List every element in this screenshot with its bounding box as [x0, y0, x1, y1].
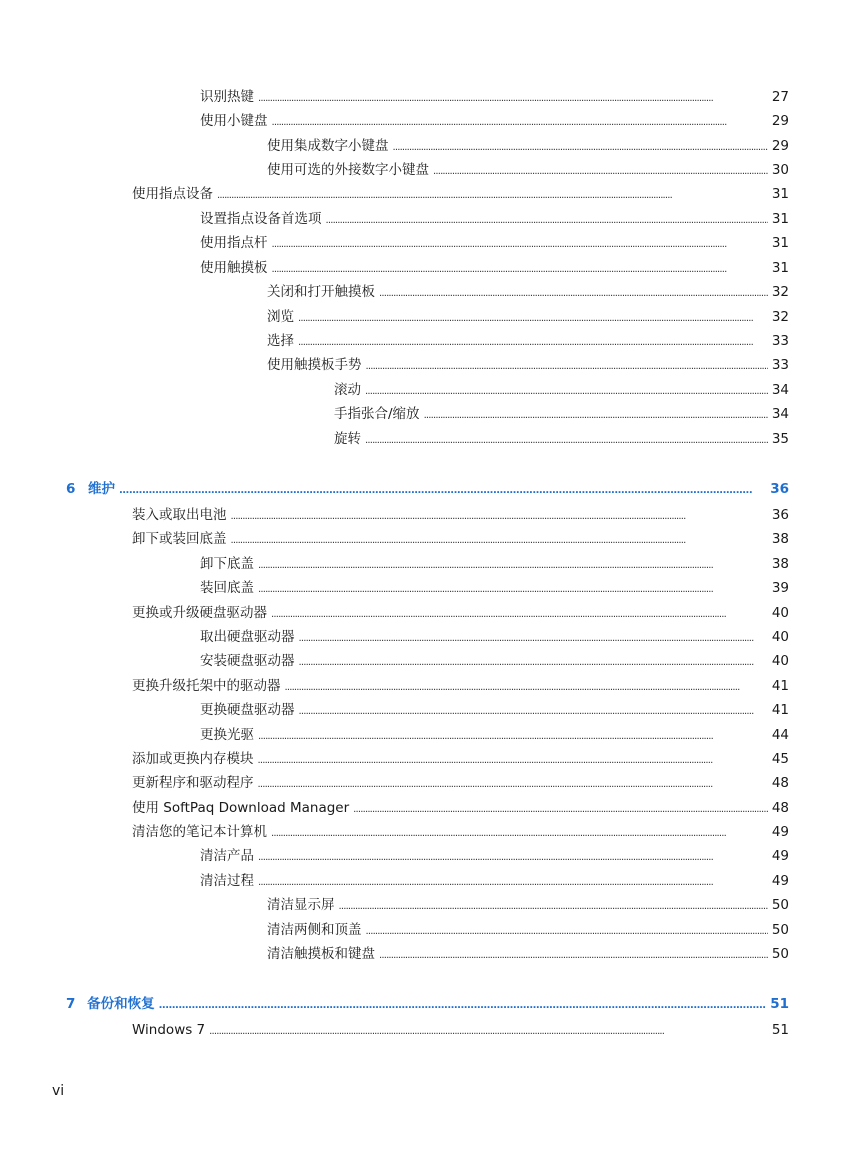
toc-entry-page: 49 — [771, 848, 789, 864]
toc-entry-title: 设置指点设备首选项 — [200, 211, 322, 227]
toc-entry-title: 关闭和打开触摸板 — [267, 284, 375, 300]
toc-entry[interactable] — [200, 845, 789, 867]
toc-entry-page: 31 — [771, 260, 789, 276]
toc-entry-title: 手指张合/缩放 — [334, 406, 420, 422]
dot-leader — [285, 677, 768, 699]
toc-entry-page: 27 — [771, 89, 789, 105]
toc-entry[interactable] — [267, 306, 789, 328]
toc-entry-title: 更换硬盘驱动器 — [200, 702, 295, 718]
toc-entry[interactable] — [132, 504, 789, 526]
toc-entry-page: 41 — [771, 702, 789, 718]
dot-leader — [271, 823, 768, 845]
toc-entry-page: 35 — [771, 431, 789, 447]
dot-leader — [339, 896, 768, 918]
toc-entry-title: 使用 SoftPaq Download Manager — [132, 800, 350, 816]
toc-entry[interactable] — [267, 894, 789, 916]
toc-entry[interactable] — [267, 919, 789, 941]
page-number: vi — [52, 1083, 65, 1099]
dot-leader — [258, 88, 768, 110]
dot-leader — [299, 652, 768, 674]
dot-leader — [433, 161, 768, 183]
toc-entry-title: 识别热键 — [200, 89, 254, 105]
toc-entry-page: 31 — [771, 211, 789, 227]
dot-leader — [298, 332, 768, 354]
toc-chapter-entry[interactable] — [66, 993, 789, 1015]
toc-entry-title: 装回底盖 — [200, 580, 254, 596]
toc-entry[interactable] — [200, 626, 789, 648]
toc-entry-page: 31 — [771, 186, 789, 202]
toc-entry-page: 29 — [771, 138, 789, 154]
toc-entry-page: 40 — [771, 605, 789, 621]
dot-leader — [379, 283, 768, 305]
dot-leader — [299, 701, 768, 723]
toc-entry-page: 32 — [771, 284, 789, 300]
toc-entry-page: 31 — [771, 235, 789, 251]
dot-leader — [159, 995, 767, 1017]
dot-leader — [271, 604, 768, 626]
toc-entry[interactable] — [200, 870, 789, 892]
dot-leader — [298, 308, 768, 330]
toc-entry[interactable] — [200, 257, 789, 279]
dot-leader — [272, 234, 768, 256]
toc-entry[interactable] — [200, 553, 789, 575]
toc-entry[interactable] — [132, 1019, 789, 1041]
toc-entry-page: 49 — [771, 873, 789, 889]
toc-entry-title: 清洁过程 — [200, 873, 254, 889]
toc-entry-title: 使用指点杆 — [200, 235, 268, 251]
toc-entry[interactable] — [200, 232, 789, 254]
dot-leader — [231, 530, 768, 552]
toc-entry[interactable] — [334, 379, 789, 401]
toc-entry[interactable] — [334, 428, 789, 450]
dot-leader — [366, 356, 768, 378]
toc-entry-page: 48 — [771, 775, 789, 791]
dot-leader — [272, 259, 768, 281]
dot-leader — [258, 774, 768, 796]
toc-entry-page: 50 — [771, 922, 789, 938]
toc-entry[interactable] — [267, 354, 789, 376]
toc-entry-title: 备份和恢复 — [87, 996, 155, 1012]
toc-entry-page: 38 — [771, 531, 789, 547]
dot-leader — [365, 430, 768, 452]
toc-entry-title: 装入或取出电池 — [132, 507, 227, 523]
toc-entry-page: 50 — [771, 946, 789, 962]
toc-entry-title: 清洁产品 — [200, 848, 254, 864]
toc-entry[interactable] — [132, 748, 789, 770]
toc-entry-page: 50 — [771, 897, 789, 913]
toc-entry-title: 清洁两侧和顶盖 — [267, 922, 362, 938]
toc-entry[interactable] — [200, 86, 789, 108]
chapter-number: 6 — [66, 481, 76, 497]
dot-leader — [258, 555, 768, 577]
dot-leader — [365, 381, 768, 403]
toc-entry-title: 添加或更换内存模块 — [132, 751, 254, 767]
toc-entry-title: 更换光驱 — [200, 727, 254, 743]
toc-entry[interactable] — [200, 724, 789, 746]
toc-entry[interactable] — [132, 675, 789, 697]
chapter-number: 7 — [66, 996, 76, 1012]
toc-entry-title: 更换或升级硬盘驱动器 — [132, 605, 267, 621]
dot-leader — [209, 1021, 768, 1043]
toc-entry[interactable] — [267, 159, 789, 181]
toc-entry[interactable] — [200, 699, 789, 721]
dot-leader — [299, 628, 768, 650]
toc-entry-title: 安装硬盘驱动器 — [200, 653, 295, 669]
toc-entry-page: 40 — [771, 629, 789, 645]
toc-entry-page: 44 — [771, 727, 789, 743]
toc-entry-title: 使用可选的外接数字小键盘 — [267, 162, 429, 178]
toc-entry[interactable] — [132, 183, 789, 205]
toc-entry-page: 41 — [771, 678, 789, 694]
dot-leader — [366, 921, 768, 943]
dot-leader — [258, 579, 768, 601]
toc-entry-title: 使用集成数字小键盘 — [267, 138, 389, 154]
dot-leader — [258, 872, 768, 894]
toc-entry[interactable] — [200, 577, 789, 599]
dot-leader — [217, 185, 768, 207]
toc-entry-page: 51 — [770, 996, 789, 1012]
dot-leader — [379, 945, 768, 967]
toc-entry-page: 34 — [771, 406, 789, 422]
toc-entry-title: 卸下或装回底盖 — [132, 531, 227, 547]
toc-entry[interactable] — [200, 110, 789, 132]
toc-entry-page: 49 — [771, 824, 789, 840]
toc-entry-page: 40 — [771, 653, 789, 669]
toc-entry-page: 51 — [771, 1022, 789, 1038]
toc-entry-page: 39 — [771, 580, 789, 596]
dot-leader — [393, 137, 768, 159]
toc-entry-title: 使用触摸板手势 — [267, 357, 362, 373]
toc-entry-title: 滚动 — [334, 382, 361, 398]
toc-entry-page: 33 — [771, 333, 789, 349]
toc-entry-title: 使用触摸板 — [200, 260, 268, 276]
toc-entry-title: 使用小键盘 — [200, 113, 268, 129]
toc-entry-page: 36 — [771, 507, 789, 523]
toc-entry-title: 浏览 — [267, 309, 294, 325]
dot-leader — [424, 405, 768, 427]
dot-leader — [326, 210, 768, 232]
dot-leader — [258, 750, 768, 772]
toc-entry[interactable] — [267, 135, 789, 157]
toc-entry[interactable] — [200, 650, 789, 672]
toc-entry-page: 48 — [771, 800, 789, 816]
toc-entry-title: 旋转 — [334, 431, 361, 447]
toc-entry-page: 38 — [771, 556, 789, 572]
toc-entry-title: 清洁您的笔记本计算机 — [132, 824, 267, 840]
dot-leader — [258, 847, 768, 869]
toc-entry[interactable] — [132, 821, 789, 843]
toc-chapter-entry[interactable] — [66, 478, 789, 500]
toc-entry[interactable] — [132, 772, 789, 794]
toc-entry-page: 30 — [771, 162, 789, 178]
toc-entry-title: 更新程序和驱动程序 — [132, 775, 254, 791]
toc-entry[interactable] — [132, 797, 789, 819]
toc-entry[interactable] — [267, 330, 789, 352]
dot-leader — [258, 726, 768, 748]
toc-entry-title: 维护 — [88, 481, 115, 497]
toc-entry-title: 选择 — [267, 333, 294, 349]
dot-leader — [353, 799, 768, 821]
toc-entry-page: 45 — [771, 751, 789, 767]
toc-entry-page: 34 — [771, 382, 789, 398]
toc-entry-title: Windows 7 — [132, 1022, 206, 1038]
dot-leader — [272, 112, 768, 134]
toc-entry[interactable] — [267, 281, 789, 303]
toc-entry-page: 32 — [771, 309, 789, 325]
toc-entry[interactable] — [267, 943, 789, 965]
toc-entry-title: 取出硬盘驱动器 — [200, 629, 295, 645]
toc-entry[interactable] — [334, 403, 789, 425]
toc-entry-title: 清洁触摸板和键盘 — [267, 946, 375, 962]
toc-entry-page: 29 — [771, 113, 789, 129]
toc-entry[interactable] — [132, 602, 789, 624]
toc-entry-page: 33 — [771, 357, 789, 373]
toc-entry[interactable] — [132, 528, 789, 550]
dot-leader — [231, 506, 768, 528]
dot-leader — [119, 480, 766, 502]
toc-entry-title: 清洁显示屏 — [267, 897, 335, 913]
toc-entry-page: 36 — [770, 481, 789, 497]
toc-entry[interactable] — [200, 208, 789, 230]
toc-entry-title: 卸下底盖 — [200, 556, 254, 572]
toc-entry-title: 更换升级托架中的驱动器 — [132, 678, 281, 694]
toc-entry-title: 使用指点设备 — [132, 186, 213, 202]
